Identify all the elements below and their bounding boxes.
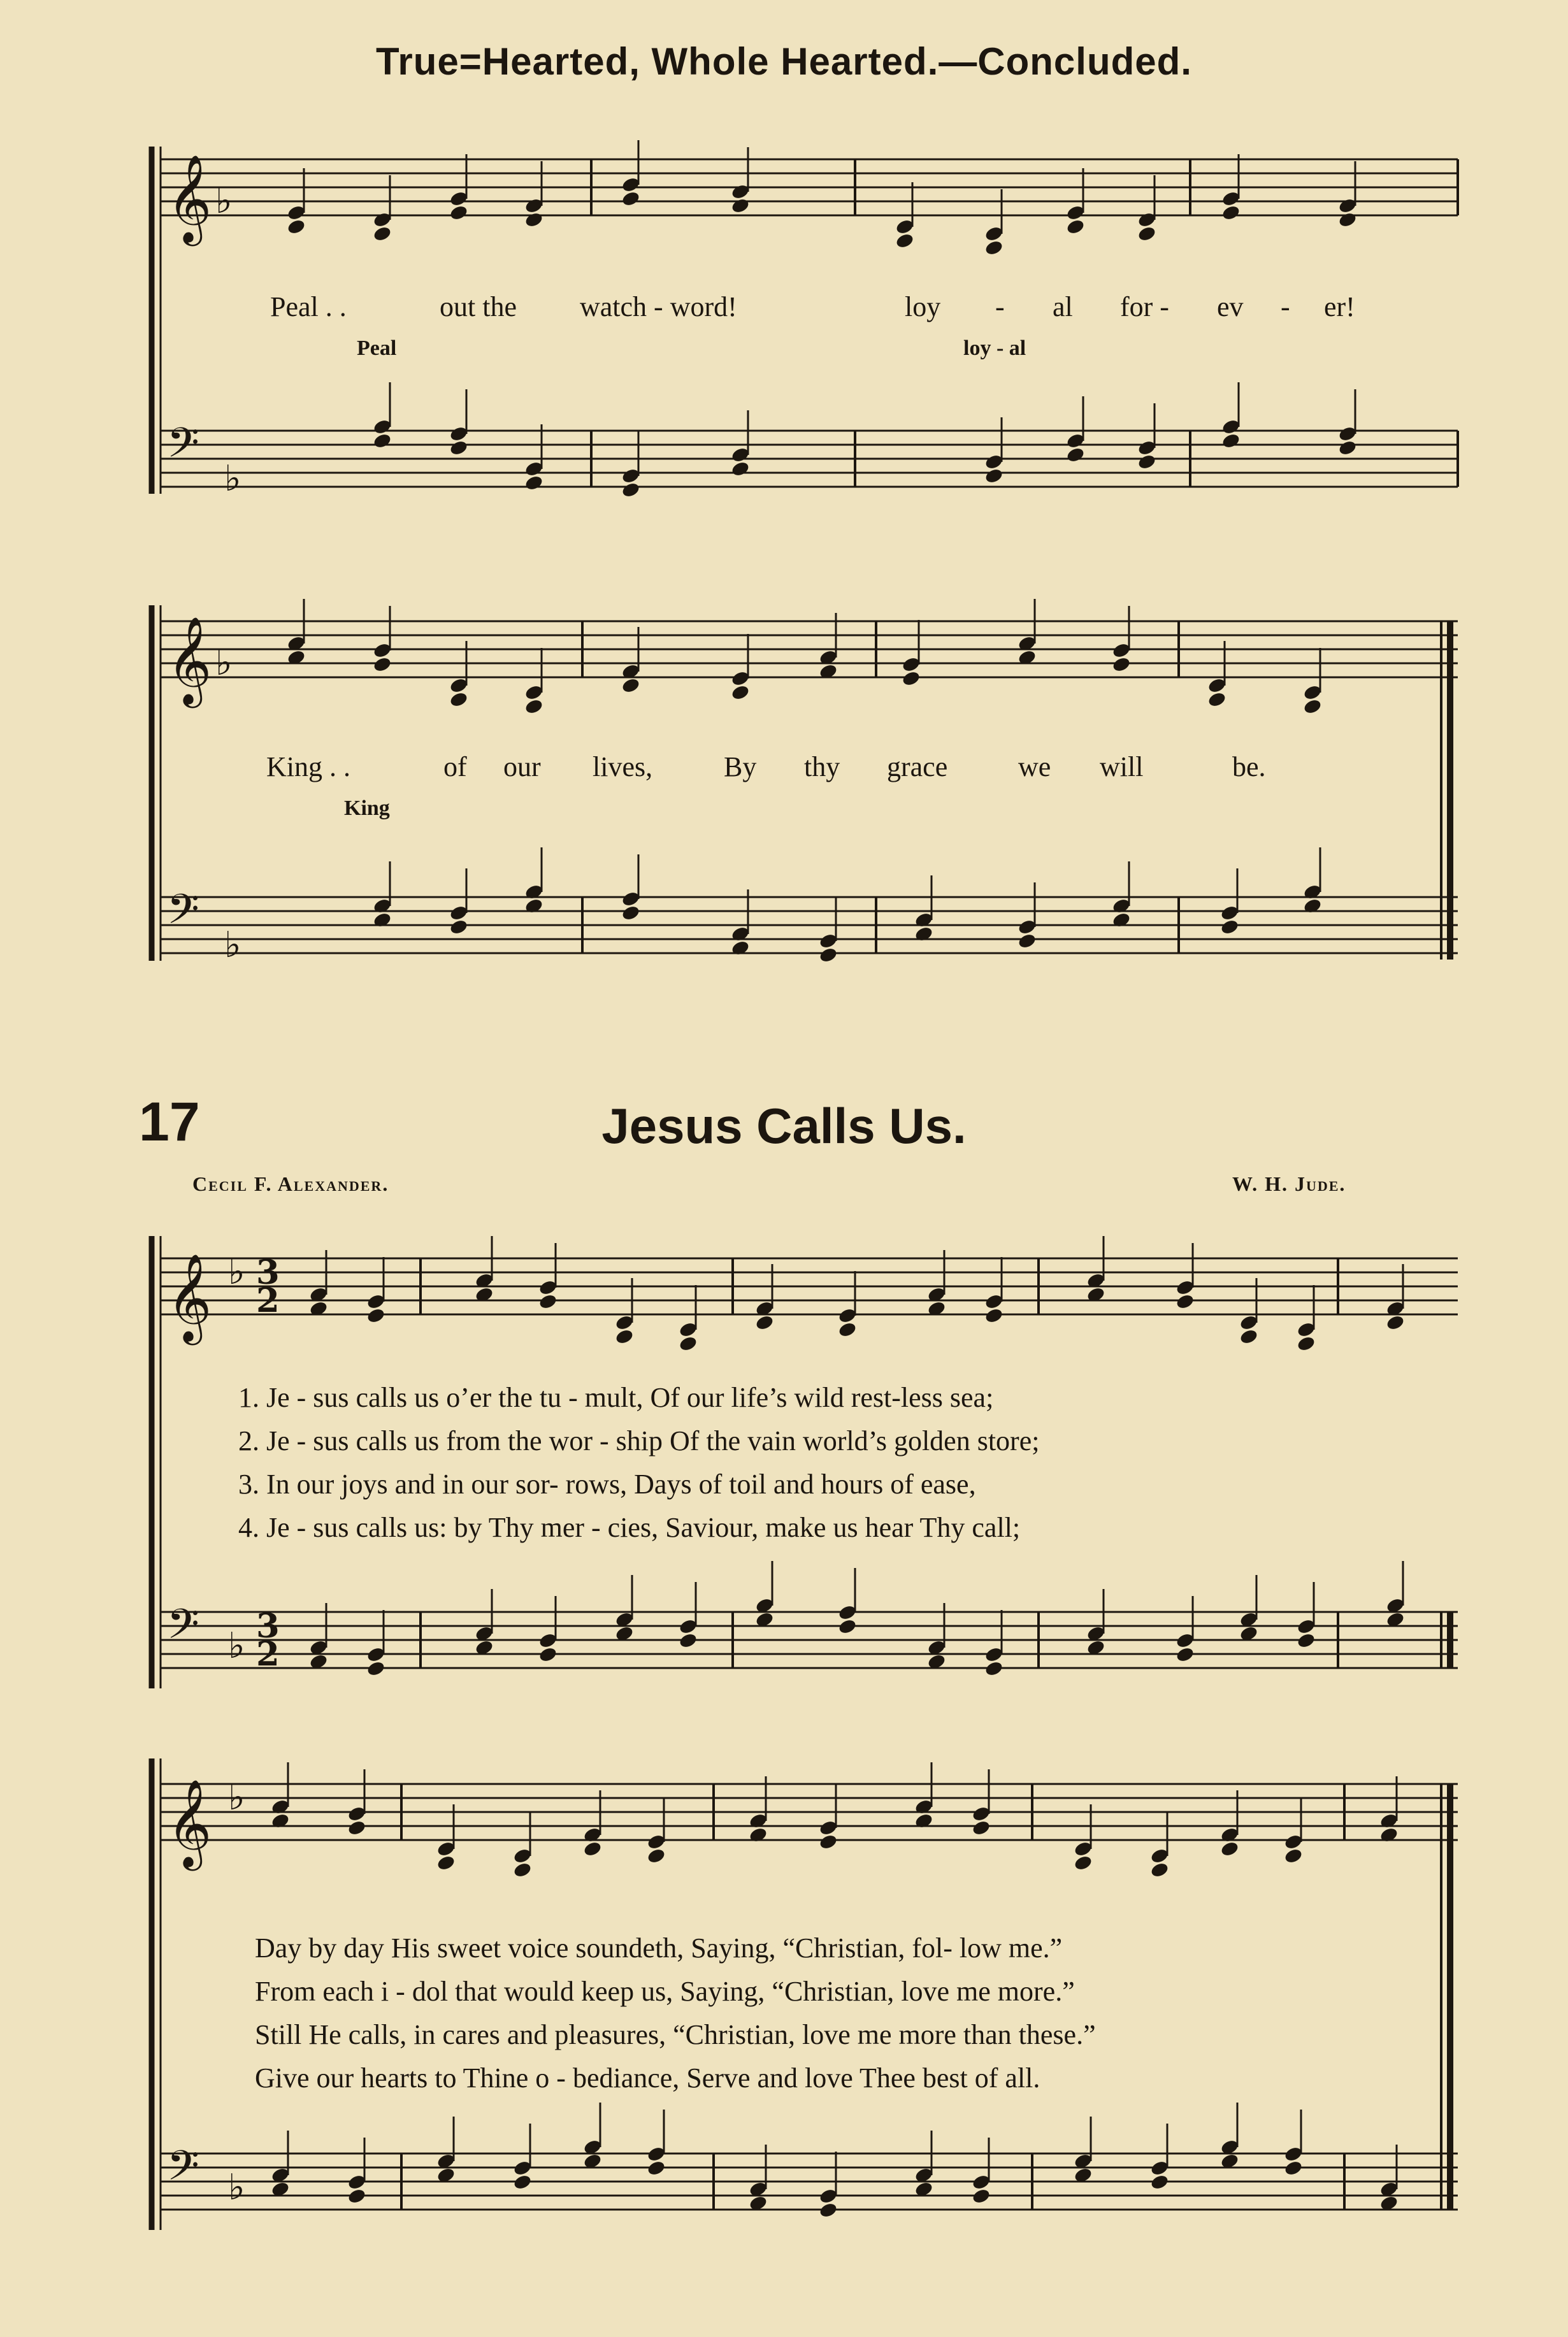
note-head [1175, 1293, 1195, 1310]
note-head [646, 1847, 666, 1864]
time-signature: 3 [256, 1606, 280, 1646]
note-head [1149, 2173, 1169, 2190]
note-head [1379, 1826, 1399, 1843]
note-head [1207, 691, 1226, 708]
note-head [1296, 1632, 1316, 1649]
flat-sign: ♭ [215, 180, 233, 222]
note-head [1065, 218, 1085, 235]
note-head [538, 1293, 557, 1310]
lyric-word: our [503, 751, 541, 782]
note-head [347, 1819, 366, 1836]
lyric-word: grace [887, 751, 948, 782]
note-head [1302, 698, 1322, 715]
note-head [818, 2201, 838, 2218]
hymn-title: Jesus Calls Us. [601, 1098, 967, 1154]
note-head [524, 897, 543, 914]
note-head [372, 656, 392, 673]
note-head [818, 1833, 838, 1850]
lyric-word: out the [440, 291, 517, 322]
note-head [730, 197, 750, 214]
verse-line: 2. Je - sus calls us from the wor - ship Of the vain world’s golden store; [238, 1425, 1040, 1456]
note-head [286, 218, 306, 235]
note-head [1175, 1646, 1195, 1663]
verse-line: Give our hearts to Thine o - bediance, Serve and love Thee best of all. [255, 2062, 1040, 2094]
note-head [748, 1826, 768, 1843]
note-head [678, 1335, 698, 1352]
note-head [1017, 932, 1037, 949]
hymn-number: 17 [139, 1091, 200, 1153]
lyric-word: watch - word! [580, 291, 737, 322]
note-head [582, 1840, 602, 1857]
bass-clef: 𝄢 [167, 418, 199, 477]
note-head [646, 2159, 666, 2176]
note-head [1337, 439, 1357, 456]
note-head [1111, 911, 1131, 928]
note-head [754, 1314, 774, 1331]
page-header: True=Hearted, Whole Hearted.—Concluded. [376, 40, 1192, 83]
flat-sign: ♭ [224, 458, 241, 500]
note-head [1219, 918, 1239, 935]
flat-sign: ♭ [228, 1251, 245, 1293]
bass-clef: 𝄢 [167, 884, 199, 944]
note-head [449, 204, 468, 221]
verse-line: 4. Je - sus calls us: by Thy mer - cies, Saviour, make us hear Thy call; [238, 1512, 1021, 1543]
note-head [1073, 1854, 1093, 1871]
note-head [621, 904, 640, 921]
time-signature: 3 [256, 1253, 280, 1292]
echo-word: loy - al [963, 336, 1026, 360]
note-head [449, 691, 468, 708]
note-head [524, 211, 543, 228]
note-head [1283, 1847, 1303, 1864]
note-head [1337, 211, 1357, 228]
note-head [1219, 1840, 1239, 1857]
note-head [895, 232, 914, 249]
note-head [914, 925, 933, 942]
note-head [1239, 1328, 1258, 1345]
note-head [971, 1819, 991, 1836]
verse-line: 3. In our joys and in our sor- rows, Days of toil and hours of ease, [238, 1469, 976, 1500]
lyric-word: be. [1232, 751, 1266, 782]
note-head [730, 939, 750, 956]
note-head [366, 1307, 385, 1324]
note-head [971, 2187, 991, 2204]
note-head [512, 1861, 532, 1878]
flat-sign: ♭ [228, 2167, 245, 2208]
lyric-word: lives, [593, 751, 653, 782]
flat-sign: ♭ [215, 642, 233, 684]
time-signature: 2 [256, 1281, 280, 1320]
note-head [901, 670, 921, 687]
note-head [436, 1854, 456, 1871]
note-head [730, 684, 750, 701]
note-head [837, 1321, 857, 1338]
note-head [372, 911, 392, 928]
note-head [1221, 204, 1241, 221]
lyric-word: By [724, 751, 757, 782]
composer: W. H. Jude. [1232, 1172, 1346, 1195]
note-head [524, 474, 543, 491]
note-head [449, 439, 468, 456]
lyric-word: ev [1217, 291, 1244, 322]
note-head [914, 1812, 933, 1829]
lyric-word: will [1100, 751, 1144, 782]
note-head [1221, 432, 1241, 449]
verse-line: 1. Je - sus calls us o’er the tu - mult, Of our life’s wild rest-less sea; [238, 1382, 994, 1413]
note-head [678, 1632, 698, 1649]
lyric-word: King . . [266, 751, 350, 782]
note-head [984, 1660, 1003, 1677]
note-head [524, 698, 543, 715]
flat-sign: ♭ [228, 1625, 245, 1667]
lyric-word: thy [804, 751, 840, 782]
note-head [449, 918, 468, 935]
treble-clef: 𝄞 [167, 155, 212, 243]
bass-clef: 𝄢 [167, 2141, 199, 2200]
lyric-word: of [443, 751, 467, 782]
lyric-word: al [1053, 291, 1073, 322]
bass-clef: 𝄢 [167, 1599, 199, 1658]
note-head [1065, 446, 1085, 463]
note-head [270, 1812, 290, 1829]
note-head [621, 190, 640, 207]
note-head [984, 1307, 1003, 1324]
lyric-word: we [1018, 751, 1051, 782]
note-head [538, 1646, 557, 1663]
verse-line: Day by day His sweet voice soundeth, Saying, “Christian, fol- low me.” [255, 1932, 1063, 1964]
note-head [347, 2187, 366, 2204]
note-head [984, 239, 1003, 256]
treble-clef: 𝄞 [167, 1254, 212, 1342]
note-head [1137, 225, 1156, 242]
treble-clef: 𝄞 [167, 1780, 212, 1867]
lyric-word: for - [1120, 291, 1169, 322]
note-head [730, 460, 750, 477]
treble-clef: 𝄞 [167, 617, 212, 705]
flat-sign: ♭ [228, 1777, 245, 1818]
note-head [1296, 1335, 1316, 1352]
note-head [372, 225, 392, 242]
lyric-word: loy [905, 291, 941, 322]
lyric-word: er! [1324, 291, 1355, 322]
echo-word: Peal [357, 336, 397, 360]
note-head [372, 432, 392, 449]
note-head [1283, 2159, 1303, 2176]
verse-line: Still He calls, in cares and pleasures, “Christian, love me more than these.” [255, 2019, 1096, 2050]
time-signature: 2 [256, 1634, 280, 1674]
lyric-word: Peal . . [270, 291, 347, 322]
echo-word: King [344, 796, 390, 820]
note-head [512, 2173, 532, 2190]
note-head [837, 1618, 857, 1635]
note-head [1302, 897, 1322, 914]
note-head [614, 1328, 634, 1345]
note-head [621, 481, 640, 498]
verse-line: From each i - dol that would keep us, Saying, “Christian, love me more.” [255, 1976, 1075, 2007]
note-head [818, 946, 838, 963]
note-head [1149, 1861, 1169, 1878]
note-head [984, 467, 1003, 484]
note-head [366, 1660, 385, 1677]
flat-sign: ♭ [224, 924, 241, 966]
note-head [1385, 1314, 1405, 1331]
lyric-word: - [1281, 291, 1290, 322]
note-head [1137, 453, 1156, 470]
note-head [1111, 656, 1131, 673]
note-head [621, 677, 640, 694]
lyric-word: - [995, 291, 1005, 322]
lyricist: Cecil F. Alexander. [192, 1172, 389, 1195]
